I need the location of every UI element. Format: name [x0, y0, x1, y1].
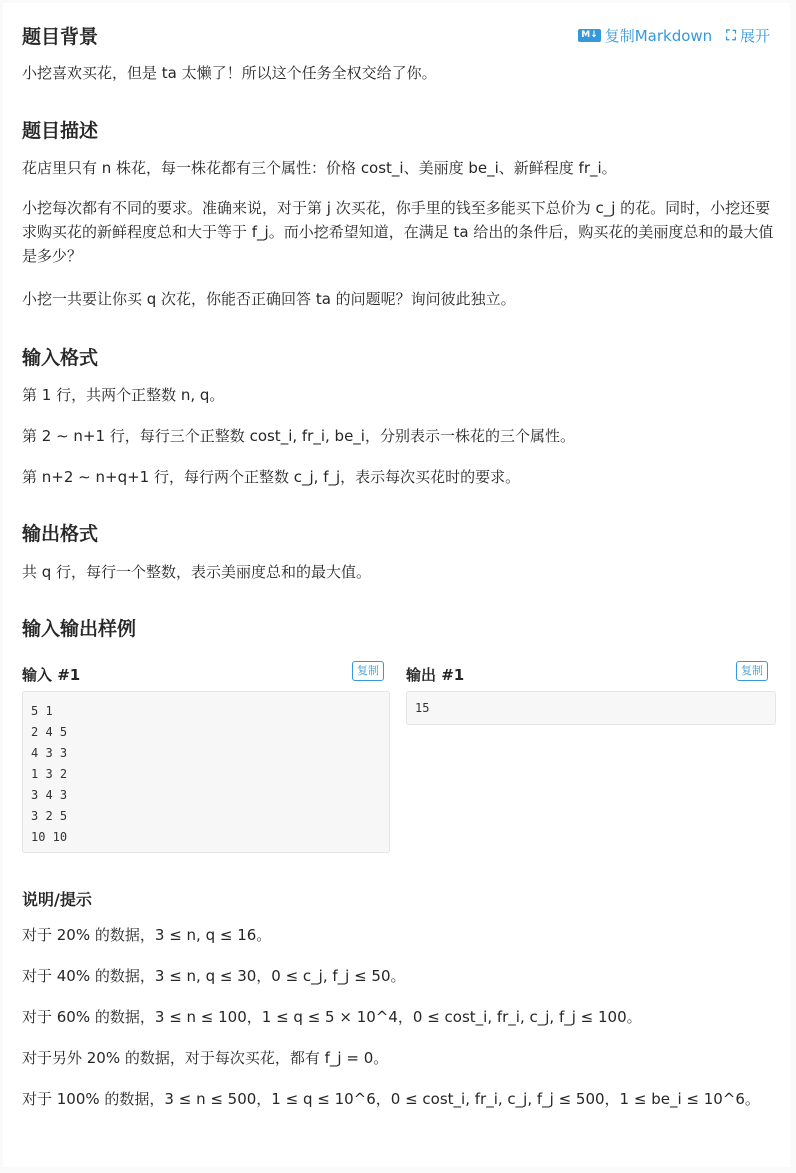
- expand-label: 展开: [739, 27, 770, 45]
- description-paragraph-1: 花店里只有 n 株花，每一株花都有三个属性：价格 cost_i、美丽度 be_i、新鲜程度 fr_i。: [22, 159, 617, 177]
- hint-line-5: 对于 100% 的数据，3 ≤ n ≤ 500，1 ≤ q ≤ 10^6，0 ≤ cost_i, fr_i, c_j, f_j ≤ 500，1 ≤ be_i ≤ 10^6。: [22, 1090, 760, 1108]
- hint-line-4: 对于另外 20% 的数据，对于每次买花，都有 f_j = 0。: [22, 1049, 389, 1067]
- sample-input-code: 5 1 2 4 5 4 3 3 1 3 2 3 4 3 3 2 5 10 10: [31, 704, 68, 844]
- copy-markdown-label: 复制Markdown: [604, 27, 713, 45]
- markdown-icon: M↓: [578, 29, 601, 42]
- copy-input-button[interactable]: 复制: [352, 661, 384, 681]
- hint-line-2: 对于 40% 的数据，3 ≤ n, q ≤ 30，0 ≤ c_j, f_j ≤ 50。: [22, 967, 406, 985]
- description-paragraph-3: 小挖一共要让你买 q 次花，你能否正确回答 ta 的问题呢？询问彼此独立。: [22, 290, 516, 308]
- copy-markdown-button[interactable]: [578, 25, 712, 46]
- sample-output-box[interactable]: [406, 691, 776, 725]
- sample-input-label: 输入 #1: [22, 666, 81, 684]
- hint-line-3: 对于 60% 的数据，3 ≤ n ≤ 100，1 ≤ q ≤ 5 × 10^4，0 ≤ cost_i, fr_i, c_j, f_j ≤ 100。: [22, 1008, 642, 1026]
- sample-output-code: 15: [415, 701, 430, 715]
- output-format-line-1: 共 q 行，每行一个整数，表示美丽度总和的最大值。: [22, 563, 372, 581]
- sample-input-box[interactable]: [22, 691, 390, 853]
- hint-title: 说明/提示: [22, 890, 92, 909]
- input-format-line-2: 第 2 ∼ n+1 行，每行三个正整数 cost_i, fr_i, be_i，分别表示一株花的三个属性。: [22, 427, 575, 445]
- hint-line-1: 对于 20% 的数据，3 ≤ n, q ≤ 16。: [22, 926, 272, 944]
- copy-output-button[interactable]: 复制: [736, 661, 768, 681]
- section-title-description: 题目描述: [22, 120, 99, 142]
- section-title-output-format: 输出格式: [22, 523, 99, 545]
- input-format-line-3: 第 n+2 ∼ n+q+1 行，每行两个正整数 c_j, f_j，表示每次买花时的要求。: [22, 468, 521, 486]
- sample-output-label: 输出 #1: [406, 666, 465, 684]
- expand-button[interactable]: [726, 25, 770, 46]
- input-format-line-1: 第 1 行，共两个正整数 n, q。: [22, 386, 225, 404]
- background-text: 小挖喜欢买花，但是 ta 太懒了！所以这个任务全权交给了你。: [22, 64, 437, 82]
- section-title-input-format: 输入格式: [22, 347, 99, 369]
- section-title-samples: 输入输出样例: [22, 618, 137, 640]
- description-paragraph-2: 小挖每次都有不同的要求。准确来说，对于第 j 次买花，你手里的钱至多能买下总价为 c_j 的花。同时，小挖还要求购买花的新鲜程度总和大于等于 f_j。而小挖希望知道，在满足 ta 给出的条件后，购买花的美丽度总和的最大值是多少？: [22, 199, 774, 265]
- toolbar: [578, 25, 770, 46]
- problem-card: [3, 3, 790, 1167]
- section-title-background: 题目背景: [22, 26, 99, 48]
- expand-icon: ⛶: [726, 27, 736, 44]
